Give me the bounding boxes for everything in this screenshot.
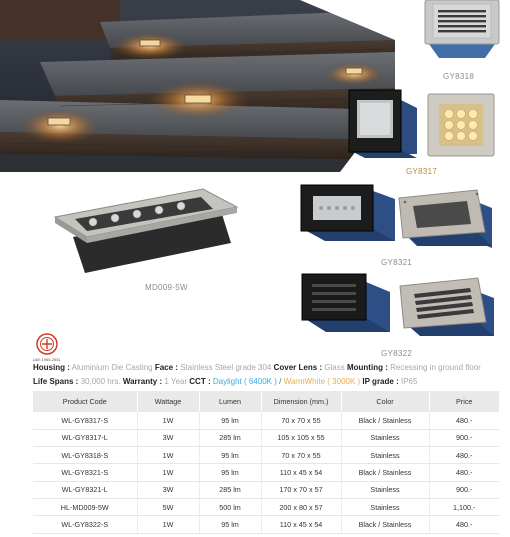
table-row xyxy=(33,429,499,446)
cell-color: Stainless xyxy=(341,447,429,464)
tis-certification-logo xyxy=(36,333,58,355)
stairs-illustration xyxy=(0,0,395,172)
product-image-gy8322-stainless xyxy=(398,276,494,342)
cell-lumen: 500 lm xyxy=(199,498,261,515)
col-header-lumen: Lumen xyxy=(199,391,261,412)
product-price-table xyxy=(33,391,499,534)
cell-color: Black / Stainless xyxy=(341,412,429,429)
table-row xyxy=(33,498,499,515)
cell-price: 1,100.- xyxy=(429,498,499,515)
table-row xyxy=(33,412,499,429)
cell-product-code: HL-MD009-5W xyxy=(33,498,137,515)
tis-logo-caption: มอก.1955-2551 xyxy=(33,357,61,362)
product-image-gy8321-stainless xyxy=(397,188,492,250)
hero-stairs-photo xyxy=(0,0,395,172)
face-label: Face : xyxy=(154,363,178,372)
cell-price: 480.- xyxy=(429,447,499,464)
ip-grade-value: IP65 xyxy=(400,377,418,386)
cell-dimension: 170 x 70 x 57 xyxy=(261,481,341,498)
cell-color: Black / Stainless xyxy=(341,516,429,533)
cell-price: 480.- xyxy=(429,412,499,429)
cct-daylight: Daylight ( 6400K ) xyxy=(212,377,277,386)
cell-color: Stainless xyxy=(341,481,429,498)
mounting-value: Recessing in ground floor xyxy=(390,363,481,372)
cell-wattage: 1W xyxy=(137,412,199,429)
cct-separator: / xyxy=(279,377,282,386)
warranty-value: 1 Year xyxy=(164,377,188,386)
cell-product-code: WL-GY8321-L xyxy=(33,481,137,498)
spec-line-1 xyxy=(33,363,481,372)
face-value: Stainless Steel grade 304 xyxy=(180,363,272,372)
cell-wattage: 1W xyxy=(137,447,199,464)
cell-product-code: WL-GY8317-S xyxy=(33,412,137,429)
cell-dimension: 105 x 105 x 55 xyxy=(261,429,341,446)
cell-price: 480.- xyxy=(429,516,499,533)
cell-product-code: WL-GY8318-S xyxy=(33,447,137,464)
ip-grade-label: IP grade : xyxy=(362,377,399,386)
cell-wattage: 1W xyxy=(137,464,199,481)
cell-wattage: 3W xyxy=(137,481,199,498)
cell-product-code: WL-GY8321-S xyxy=(33,464,137,481)
caption-gy8317: GY8317 xyxy=(406,167,438,176)
table-row xyxy=(33,464,499,481)
cell-price: 900.- xyxy=(429,481,499,498)
col-header-product-code: Product Code xyxy=(33,391,137,412)
cell-lumen: 95 lm xyxy=(199,464,261,481)
product-image-gy8317-stainless xyxy=(427,93,497,157)
product-image-gy8318 xyxy=(423,0,501,62)
caption-gy8322: GY8322 xyxy=(381,349,413,358)
cell-wattage: 5W xyxy=(137,498,199,515)
life-spans-value: 30,000 hrs. xyxy=(80,377,121,386)
cell-wattage: 1W xyxy=(137,516,199,533)
table-header-row xyxy=(33,391,499,412)
cell-dimension: 70 x 70 x 55 xyxy=(261,447,341,464)
housing-value: Aluminium Die Casting xyxy=(71,363,153,372)
cell-product-code: WL-GY8317-L xyxy=(33,429,137,446)
product-image-gy8322-black xyxy=(300,270,390,340)
caption-md009-5w: MD009-5W xyxy=(145,283,188,292)
cell-lumen: 285 lm xyxy=(199,429,261,446)
col-header-color: Color xyxy=(341,391,429,412)
cell-lumen: 95 lm xyxy=(199,412,261,429)
cell-color: Stainless xyxy=(341,429,429,446)
col-header-wattage: Wattage xyxy=(137,391,199,412)
caption-gy8321: GY8321 xyxy=(381,258,413,267)
cell-dimension: 70 x 70 x 55 xyxy=(261,412,341,429)
cell-price: 480.- xyxy=(429,464,499,481)
cell-color: Black / Stainless xyxy=(341,464,429,481)
table-row xyxy=(33,481,499,498)
cell-wattage: 3W xyxy=(137,429,199,446)
housing-label: Housing : xyxy=(33,363,70,372)
product-image-gy8317-black xyxy=(347,88,417,160)
life-spans-label: Life Spans : xyxy=(33,377,79,386)
spec-line-2 xyxy=(33,377,417,386)
cell-lumen: 95 lm xyxy=(199,447,261,464)
cover-lens-value: Glass xyxy=(324,363,345,372)
table-row xyxy=(33,447,499,464)
product-image-gy8321-black xyxy=(299,183,395,249)
cct-warmwhite: WarmWhite ( 3000K ) xyxy=(283,377,361,386)
mounting-label: Mounting : xyxy=(346,363,388,372)
cell-product-code: WL-GY8322-S xyxy=(33,516,137,533)
cell-price: 900.- xyxy=(429,429,499,446)
cell-color: Stainless xyxy=(341,498,429,515)
table-row xyxy=(33,516,499,533)
col-header-dimension: Dimension (mm.) xyxy=(261,391,341,412)
col-header-price: Price xyxy=(429,391,499,412)
warranty-label: Warranty : xyxy=(122,377,163,386)
cell-dimension: 200 x 80 x 57 xyxy=(261,498,341,515)
cell-lumen: 285 lm xyxy=(199,481,261,498)
cover-lens-label: Cover Lens : xyxy=(273,363,323,372)
cell-dimension: 110 x 45 x 54 xyxy=(261,516,341,533)
cct-label: CCT : xyxy=(189,377,211,386)
product-image-md009-5w xyxy=(53,185,239,279)
cell-dimension: 110 x 45 x 54 xyxy=(261,464,341,481)
cell-lumen: 95 lm xyxy=(199,516,261,533)
caption-gy8318: GY8318 xyxy=(443,72,475,81)
